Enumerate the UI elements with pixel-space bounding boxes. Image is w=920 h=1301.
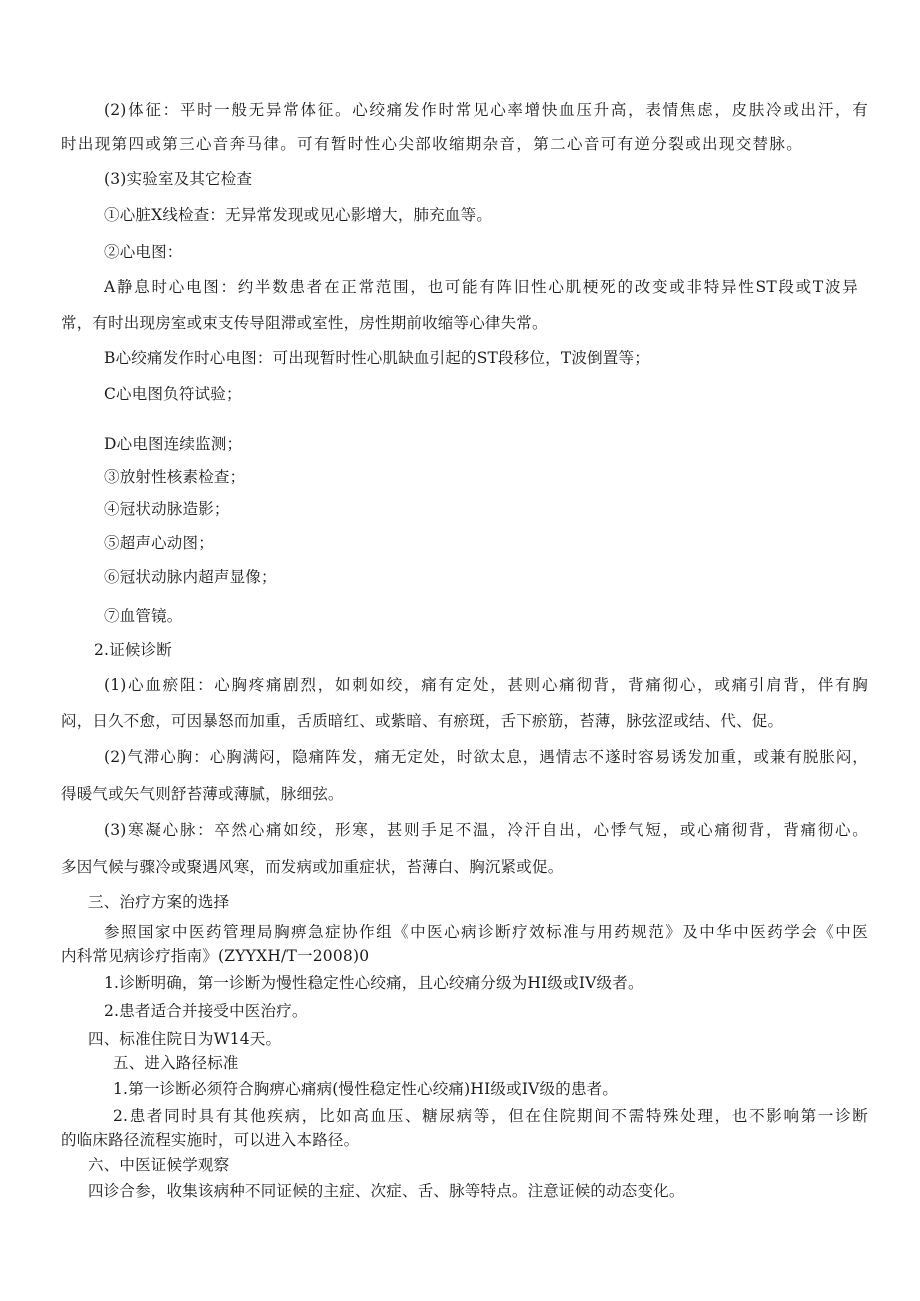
body-line: 多因气候与骤冷或聚遇风寒，而发病或加重症状，苔薄白、胸沉紧或促。 — [61, 858, 564, 876]
body-line: C心电图负符试验； — [104, 385, 242, 403]
body-line: B心绞痛发作时心电图：可出现暂时性心肌缺血引起的ST段移位，T波倒置等； — [104, 349, 650, 367]
body-line: 1.第一诊断必须符合胸痹心痛病(慢性稳定性心绞痛)HI级或IV级的患者。 — [113, 1080, 619, 1098]
section-heading: 四、标准住院日为W14天。 — [88, 1030, 282, 1048]
body-line: ②心电图： — [104, 243, 183, 261]
body-line: 四诊合参，收集该病种不同证候的主症、次症、舌、脉等特点。注意证候的动态变化。 — [88, 1182, 685, 1200]
body-line: 闷，日久不愈，可因暴怒而加重，舌质暗红、或紫暗、有瘀斑，舌下瘀筋，苔薄，脉弦涩或结、代、促。 — [61, 712, 784, 730]
body-line: 2.患者适合并接受中医治疗。 — [104, 1002, 308, 1020]
body-line: 的临床路径流程实施时，可以进入本路径。 — [61, 1131, 360, 1149]
body-line: 参照国家中医药管理局胸痹急症协作组《中医心病诊断疗效标准与用药规范》及中华中医药学会《中医 — [104, 923, 868, 941]
body-line: ⑤超声心动图； — [104, 534, 214, 552]
body-line: 内科常见病诊疗指南》(ZYYXH/T一2008)0 — [61, 947, 370, 965]
body-line: ①心脏X线检查：无异常发现或见心影增大，肺充血等。 — [104, 206, 493, 224]
body-line: ④冠状动脉造影； — [104, 500, 230, 518]
body-line: ⑥冠状动脉内超声显像； — [104, 568, 277, 586]
body-line: A静息时心电图：约半数患者在正常范围，也可能有阵旧性心肌梗死的改变或非特异性ST段或T波异 — [104, 278, 858, 296]
body-line: (2)气滞心胸：心胸满闷，隐痛阵发，痛无定处，时欲太息，遇情志不遂时容易诱发加重，或兼有脱胀闷， — [104, 748, 868, 766]
section-heading: 六、中医证候学观察 — [88, 1156, 230, 1174]
body-line: 1.诊断明确，第一诊断为慢性稳定性心绞痛，且心绞痛分级为HI级或IV级者。 — [104, 974, 644, 992]
body-line: ③放射性核素检查； — [104, 468, 246, 486]
body-line: D心电图连续监测； — [104, 435, 243, 453]
body-line: 时出现第四或第三心音奔马律。可有暂时性心尖部收缩期杂音，第二心音可有逆分裂或出现交替脉。 — [61, 135, 802, 153]
body-line: (1)心血瘀阻：心胸疼痛剧烈，如刺如绞，痛有定处，甚则心痛彻背，背痛彻心，或痛引肩背，伴有胸 — [104, 676, 868, 694]
body-line: 得暖气或矢气则舒苔薄或薄腻，脉细弦。 — [61, 785, 344, 803]
body-line: (3)寒凝心脉：卒然心痛如绞，形寒，甚则手足不温，冷汗自出，心悸气短，或心痛彻背，背痛彻心。 — [104, 821, 868, 839]
section-heading: 三、治疗方案的选择 — [88, 893, 230, 911]
section-heading: 五、进入路径标准 — [113, 1054, 239, 1072]
body-line: ⑦血管镜。 — [104, 607, 183, 625]
body-line: (2)体征：平时一般无异常体征。心绞痛发作时常见心率增快血压升高，表情焦虑，皮肤冷或出汗，有 — [104, 101, 868, 119]
body-line: 2.患者同时具有其他疾病，比如高血压、糖尿病等，但在住院期间不需特殊处理，也不影响第一诊断 — [113, 1107, 868, 1125]
section-heading: 2.证候诊断 — [94, 641, 172, 659]
body-line: 常，有时出现房室或束支传导阻滞或室性，房性期前收缩等心律失常。 — [61, 314, 548, 332]
subheading: (3)实验室及其它检查 — [104, 170, 253, 188]
